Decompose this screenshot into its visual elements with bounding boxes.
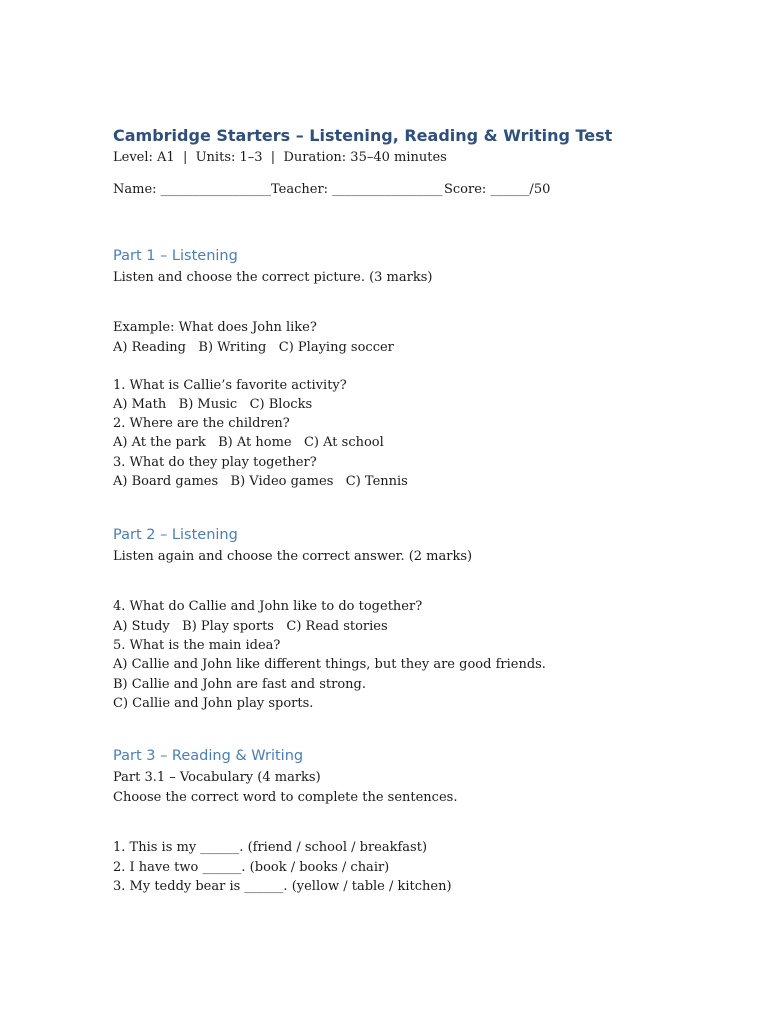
score-field[interactable]: Score: ______/50: [444, 182, 551, 197]
part2-instruction: Listen again and choose the correct answer. (2 marks): [113, 549, 473, 564]
part2-heading: Part 2 – Listening: [113, 527, 238, 543]
question-5-option-c: C) Callie and John play sports.: [113, 696, 314, 711]
example-question: Example: What does John like?: [113, 320, 317, 335]
part3-instruction: Choose the correct word to complete the sentences.: [113, 790, 458, 805]
question-1: 1. What is Callie’s favorite activity?: [113, 378, 347, 393]
question-3-options: A) Board games B) Video games C) Tennis: [113, 474, 408, 489]
question-4: 4. What do Callie and John like to do together?: [113, 599, 423, 614]
question-2: 2. Where are the children?: [113, 416, 290, 431]
sentence-3: 3. My teddy bear is ______. (yellow / table / kitchen): [113, 879, 452, 894]
part1-heading: Part 1 – Listening: [113, 248, 238, 264]
teacher-field[interactable]: Teacher: _________________: [271, 182, 443, 197]
question-5-option-a: A) Callie and John like different things, but they are good friends.: [113, 657, 546, 672]
question-5: 5. What is the main idea?: [113, 638, 281, 653]
part3-subheading: Part 3.1 – Vocabulary (4 marks): [113, 770, 321, 785]
test-title: Cambridge Starters – Listening, Reading & Writing Test: [113, 126, 613, 145]
part1-instruction: Listen and choose the correct picture. (3 marks): [113, 270, 433, 285]
question-4-options: A) Study B) Play sports C) Read stories: [113, 619, 388, 634]
example-options: A) Reading B) Writing C) Playing soccer: [113, 340, 394, 355]
sentence-1: 1. This is my ______. (friend / school / breakfast): [113, 840, 428, 855]
question-2-options: A) At the park B) At home C) At school: [113, 435, 384, 450]
test-meta: Level: A1 | Units: 1–3 | Duration: 35–40 minutes: [113, 150, 447, 165]
question-1-options: A) Math B) Music C) Blocks: [113, 397, 313, 412]
sentence-2: 2. I have two ______. (book / books / chair): [113, 860, 390, 875]
question-3: 3. What do they play together?: [113, 455, 317, 470]
part3-heading: Part 3 – Reading & Writing: [113, 748, 304, 764]
question-5-option-b: B) Callie and John are fast and strong.: [113, 677, 366, 692]
name-field[interactable]: Name: _________________: [113, 182, 272, 197]
